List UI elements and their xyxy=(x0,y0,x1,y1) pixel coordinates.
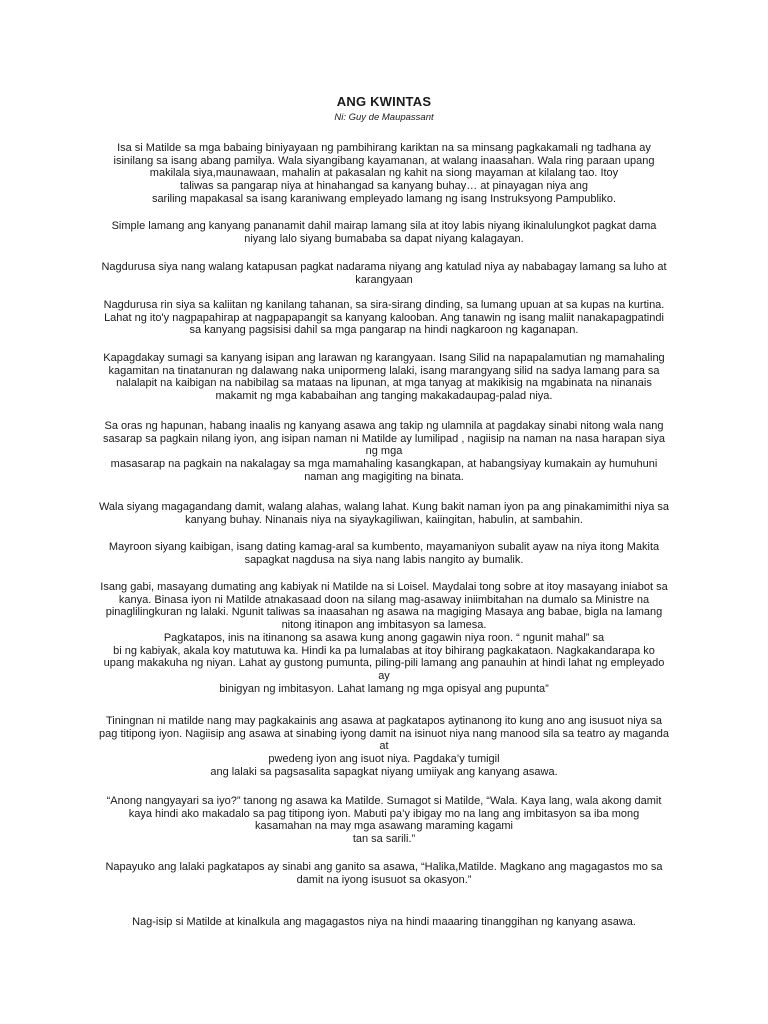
paragraph-line: at xyxy=(379,740,389,753)
paragraph xyxy=(70,299,698,337)
paragraph xyxy=(70,261,698,286)
document-title: ANG KWINTAS xyxy=(336,94,432,109)
paragraph-line: sapagkat nagdusa na siya nang labis nangito ay bumalik. xyxy=(244,553,524,566)
paragraph xyxy=(70,861,698,886)
paragraph-line: Kapagdakay sumagi sa kanyang isipan ang larawan ng karangyaan. Isang Silid na napapalamutian ng mamahaling xyxy=(103,352,665,364)
paragraph-line: bi ng kabiyak, akala koy matutuwa ka. Hindi ka pa lumalabas at itoy bihirang pagkakataon. Nagkakandarapa ko xyxy=(113,644,655,657)
paragraph-line: binigyan ng imbitasyon. Lahat lamang ng mga opisyal ang pupunta” xyxy=(219,682,549,695)
paragraph xyxy=(70,795,698,846)
paragraph-line: nalalapit na kaibigan na nabibilag sa mataas na lipunan, at mga tanyag at makikisig na mgabinata na ninanais xyxy=(116,377,652,390)
paragraph-line: karangyaan xyxy=(355,273,413,286)
paragraph xyxy=(70,420,698,484)
paragraph-line: damit na iyong isusuot sa okasyon.” xyxy=(296,873,472,886)
paragraph-line: naman ang magigiting na binata. xyxy=(304,470,464,483)
paragraph-line: “Anong nangyayari sa iyo?” tanong ng asawa ka Matilde. Sumagot si Matilde, “Wala. Kaya lang, wala akong damit xyxy=(106,795,662,807)
paragraph-line: sa kanyang pagsisisi dahil sa mga pangarap na hindi nagkaroon ng kaganapan. xyxy=(189,324,579,337)
paragraph xyxy=(70,541,698,566)
document-author: Ni: Guy de Maupassant xyxy=(334,112,434,123)
paragraph-line: sariling mapakasal sa isang karaniwang empleyado lamang ng isang Instruksyong Pampubliko. xyxy=(151,192,617,205)
paragraph xyxy=(70,715,698,779)
paragraph-line: Simple lamang ang kanyang pananamit dahil mairap lamang sila at itoy labis niyang ikinalulungkot pagkat dama xyxy=(111,220,657,232)
paragraph xyxy=(70,501,698,526)
paragraph-line: makamit ng mga kababaihan ang tanging makakadaupag-palad niya. xyxy=(215,390,553,403)
paragraph-line: Mayroon siyang kaibigan, isang dating kamag-aral sa kumbento, mayamaniyon subalit ayaw na niya itong Makita xyxy=(108,541,660,553)
paragraph-line: sasarap sa pagkain nilang iyon, ang isipan naman ni Matilde ay lumilipad , nagiisip na naman na nasa harapan siya xyxy=(103,432,665,445)
paragraph xyxy=(70,220,698,245)
paragraph-line: Nagdurusa siya nang walang katapusan pagkat nadarama niyang ang katulad niya ay nababagay lamang sa luho at xyxy=(101,261,667,273)
paragraph-line: pwedeng iyon ang isuot niya. Pagdaka’y tumigil xyxy=(268,753,500,766)
paragraph-line: Sa oras ng hapunan, habang inaalis ng kanyang asawa ang takip ng ulamnila at pagdakay sinabi nitong wala nang xyxy=(104,420,664,432)
paragraph-line: kaya hindi ako makadalo sa pag titipong iyon. Mabuti pa’y ibigay mo na lang ang imbitasyon sa iba mong xyxy=(128,807,640,820)
paragraph-line: makilala siya,maunawaan, mahalin at pakasalan ng kahit na siong mayaman at kilalang tao. Itoy xyxy=(149,167,619,180)
paragraph-line: kasamahan na may mga asawang maraming kagami xyxy=(254,820,514,833)
paragraph-line: Tiningnan ni matilde nang may pagkakainis ang asawa at pagkatapos aytinanong ito kung ano ang isusuot niya sa xyxy=(105,715,663,727)
paragraph-line: ang lalaki sa pagsasalita sapagkat niyang umiiyak ang kanyang asawa. xyxy=(210,765,558,778)
paragraph-line: upang makakuha ng niyan. Lahat ay gustong pumunta, piling-pili lamang ang panauhin at hindi lahat ng empleyado xyxy=(103,657,665,670)
paragraph-line: Lahat ng ito'y nagpapahirap at nagpapapangit sa kanyang kalooban. Ang tanawin ng isang maliit nanakapagpatindi xyxy=(104,311,664,324)
paragraph-line: ng mga xyxy=(365,445,403,458)
paragraph-line: ay xyxy=(378,669,390,682)
paragraph-line: pinaglilingkuran ng lalaki. Ngunit taliwas sa inaasahan ng asawa na magiging Masaya ang babae, bigla na lamang xyxy=(105,606,663,619)
paragraph-line: Nagdurusa rin siya sa kaliitan ng kanilang tahanan, sa sira-sirang dinding, sa lumang upuan at sa kupas na kurtina. xyxy=(103,299,665,311)
paragraph-line: taliwas sa pangarap niya at hinahangad sa kanyang buhay… at pinayagan niya ang xyxy=(180,180,588,193)
paragraph-line: Isang gabi, masayang dumating ang kabiyak ni Matilde na si Loisel. Maydalai tong sobre at itoy masayang iniabot sa xyxy=(100,581,668,593)
paragraph xyxy=(70,916,698,929)
paragraph-line: kanya. Binasa iyon ni Matilde atnakasaad doon na silang mag-asaway iniimbitahan na dumalo sa Ministre na xyxy=(118,593,650,606)
paragraph-line: kanyang buhay. Ninanais niya na siyaykagiliwan, kaiingitan, habulin, at sambahin. xyxy=(185,513,583,526)
paragraph-line: kagamitan na tinatanuran ng dalawang naka unipormeng lalaki, isang marangyang silid na sadya lamang para sa xyxy=(108,364,660,377)
paragraph-line: Isa si Matilde sa mga babaing biniyayaan ng pambihirang kariktan na sa minsang pagkakamali ng tadhana ay xyxy=(117,142,651,154)
paragraph xyxy=(70,581,698,695)
paragraph xyxy=(70,142,698,206)
paragraph-line: Nag-isip si Matilde at kinalkula ang magagastos niya na hindi maaaring tinanggihan ng kanyang asawa. xyxy=(132,916,636,928)
paragraph-line: niyang lalo siyang bumababa sa dapat niyang kalagayan. xyxy=(244,232,524,245)
paragraph-line: masasarap na pagkain na nakalagay sa mga mamahaling kasangkapan, at habangsiyay kumakain ay humuhuni xyxy=(110,458,658,471)
paragraph-line: Wala siyang magagandang damit, walang alahas, walang lahat. Kung bakit naman iyon pa ang pinakamimithi niya sa xyxy=(98,501,670,513)
paragraph xyxy=(70,352,698,403)
paragraph-line: isinilang sa isang abang pamilya. Wala siyangibang kayamanan, at walang inaasahan. Wala ring paraan upang xyxy=(113,154,655,167)
paragraph-line: Napayuko ang lalaki pagkatapos ay sinabi ang ganito sa asawa, “Halika,Matilde. Magkano ang magagastos mo sa xyxy=(105,861,663,873)
paragraph-line: nitong itinapon ang imbitasyon sa lamesa. xyxy=(281,619,487,632)
paragraph-line: pag titipong iyon. Nagiisip ang asawa at sinabing iyong damit na isinuot niya nang manood sila sa teatro ay maganda xyxy=(99,727,669,740)
paragraph-line: Pagkatapos, inis na itinanong sa asawa kung anong gagawin niya roon. “ ngunit mahal” sa xyxy=(163,631,605,644)
paragraph-line: tan sa sarili.” xyxy=(352,833,416,846)
